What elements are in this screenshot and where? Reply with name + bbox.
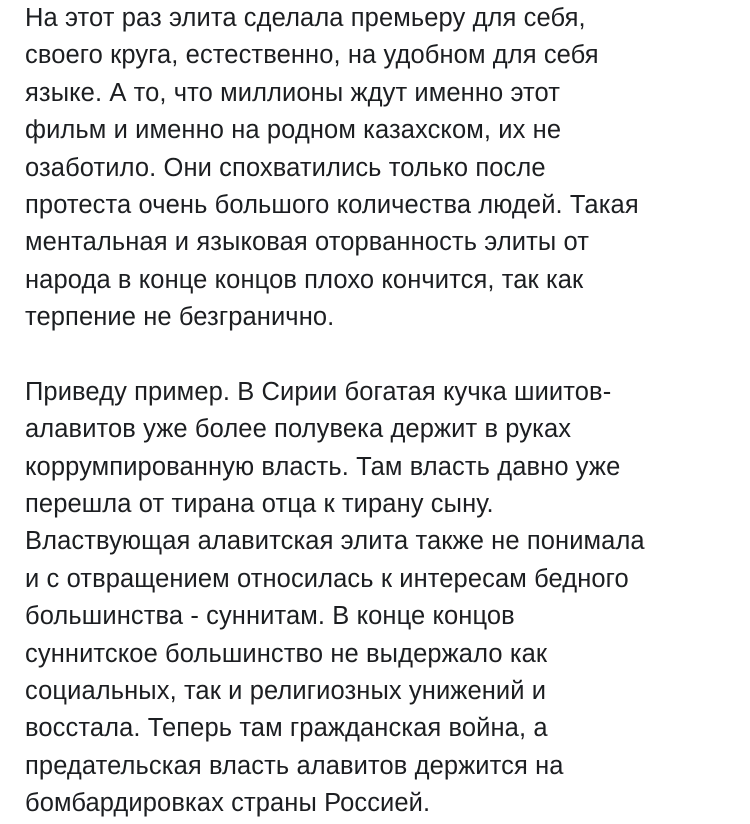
text-line: восстала. Теперь там гражданская война, а (25, 714, 548, 743)
text-line: языке. А то, что миллионы ждут именно этот (25, 78, 561, 107)
paragraph-1 (25, 0, 740, 337)
paragraph-2 (25, 374, 740, 823)
text-line: бомбардировках страны Россией. (25, 789, 431, 818)
text-line: большинства - суннитам. В конце концов (25, 602, 515, 631)
text-line: коррумпированную власть. Там власть давно уже (25, 452, 621, 481)
text-line: алавитов уже более полувека держит в руках (25, 415, 572, 444)
text-line: озаботило. Они спохватились только после (25, 153, 546, 182)
post-text (25, 0, 740, 823)
text-line: фильм и именно на родном казахском, их не (25, 116, 562, 145)
text-line: суннитское большинство не выдержало как (25, 639, 548, 668)
paragraph-spacer (25, 337, 740, 374)
text-line: ментальная и языковая оторванность элиты от (25, 228, 590, 257)
text-line: Властвующая алавитская элита также не понимала (25, 527, 645, 556)
text-line: народа в конце концов плохо кончится, так как (25, 265, 584, 294)
text-line: и с отвращением относилась к интересам бедного (25, 564, 629, 593)
text-line: терпение не безгранично. (25, 303, 335, 332)
text-line: перешла от тирана отца к тирану сыну. (25, 490, 494, 519)
text-line: предательская власть алавитов держится на (25, 751, 564, 780)
text-line: Приведу пример. В Сирии богатая кучка шиитов- (25, 377, 612, 406)
text-line: социальных, так и религиозных унижений и (25, 677, 547, 706)
text-line: На этот раз элита сделала премьеру для себя, (25, 4, 586, 32)
text-line: протеста очень большого количества людей. Такая (25, 190, 639, 219)
text-line: своего круга, естественно, на удобном для себя (25, 41, 599, 70)
